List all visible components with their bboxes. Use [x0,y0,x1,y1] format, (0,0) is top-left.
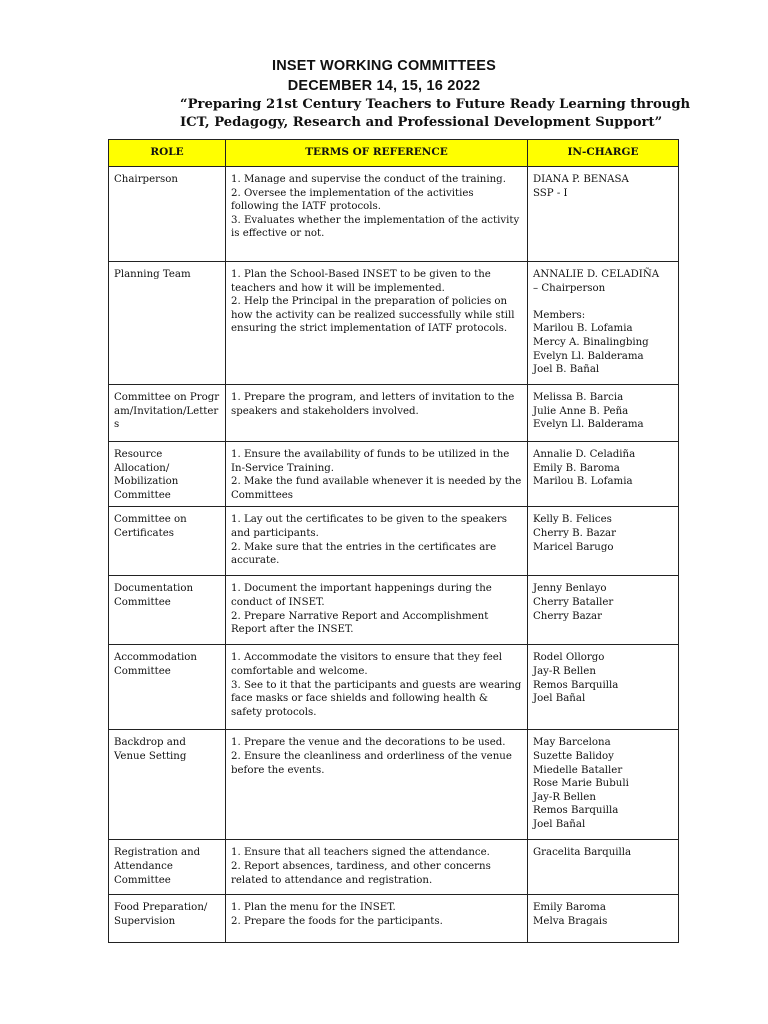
terms-cell [226,385,528,442]
term-item: 1. Ensure the availability of funds to be utilized in the In-Service Training. [231,449,510,474]
table-row [109,262,679,385]
terms-cell [226,262,528,385]
in-charge-cell [528,645,679,730]
in-charge-name: Melissa B. Barcia [533,392,624,403]
term-item: 2. Prepare the foods for the participants. [231,915,443,927]
term-item: 1. Prepare the venue and the decorations to be used. [231,737,506,749]
in-charge-name: Joel Bañal [533,693,586,705]
table-row [109,576,679,645]
in-charge-name: Evelyn Ll. Balderama [533,350,644,362]
in-charge-name: Joel B. Bañal [533,364,600,376]
in-charge-cell [528,167,679,262]
term-item: 2. Help the Principal in the preparation of policies on how the activity can be realized successfully while still ensuring the strict implementation of IATF protocols. [231,296,515,335]
in-charge-name: Melva Bragais [533,915,608,927]
term-item: 1. Plan the School-Based INSET to be given to the teachers and how it will be implemented. [231,269,491,294]
committees-table [108,139,679,943]
in-charge-name: Cherry Bazar [533,610,602,622]
role-cell: Registration and Attendance Committee [109,840,226,895]
term-item: 1. Ensure that all teachers signed the attendance. [231,847,490,859]
role-cell: Backdrop and Venue Setting [109,730,226,840]
term-item: 2. Prepare Narrative Report and Accomplishment Report after the INSET. [231,610,489,636]
in-charge-name: Kelly B. Felices [533,514,612,526]
term-item: 1. Lay out the certificates to be given to the speakers and participants. [231,514,508,539]
table-row [109,507,679,576]
in-charge-name: Jay-R Bellen [533,791,596,803]
in-charge-name: Emily B. Baroma [533,462,620,474]
role-cell: Accommodation Committee [109,645,226,730]
table-row [109,840,679,895]
terms-cell [226,895,528,943]
role-cell: Chairperson [109,167,226,262]
in-charge-cell [528,262,679,385]
role-cell: Food Preparation/ Supervision [109,895,226,943]
in-charge-name: Remos Barquilla [533,679,619,691]
role-cell: Committee on Certificates [109,507,226,576]
terms-cell [226,840,528,895]
in-charge-cell [528,442,679,507]
in-charge-name: Rodel Ollorgo [533,652,605,664]
in-charge-name: Members: [533,309,586,321]
in-charge-name: Marilou B. Lofamia [533,476,633,488]
table-body [109,167,679,943]
document-dates: DECEMBER 14, 15, 16 2022 [287,78,481,94]
term-item: 2. Make the fund available whenever it is needed by the Committees [231,476,522,501]
document-header [0,56,768,96]
table-row [109,385,679,442]
table-row [109,442,679,507]
in-charge-name: Joel Bañal [533,818,586,830]
theme-line-2: ICT, Pedagogy, Research and Professional Development Support” [180,115,663,130]
in-charge-name: Jenny Benlayo [533,583,607,595]
terms-cell [226,167,528,262]
in-charge-name: DIANA P. BENASA [533,174,629,185]
in-charge-name: Emily Baroma [533,902,606,914]
in-charge-name: Miedelle Bataller [533,764,623,776]
in-charge-name: May Barcelona [533,737,611,749]
table-row [109,645,679,730]
spacer [533,295,673,309]
in-charge-name: – Chairperson [533,282,606,294]
in-charge-name: Gracelita Barquilla [533,847,632,859]
table-row [109,730,679,840]
role-cell: Resource Allocation/ Mobilization Committee [109,442,226,507]
in-charge-name: Mercy A. Binalingbing [533,336,649,348]
in-charge-name: Remos Barquilla [533,805,619,817]
term-item: 3. Evaluates whether the implementation of the activity is effective or not. [231,214,520,240]
in-charge-name: Cherry Bataller [533,596,614,608]
in-charge-name: Annalie D. Celadiña [533,449,636,460]
in-charge-name: Jay-R Bellen [533,665,596,677]
term-item: 1. Manage and supervise the conduct of the training. [231,174,506,185]
table-row [109,895,679,943]
in-charge-cell [528,730,679,840]
term-item: 1. Plan the menu for the INSET. [231,902,396,914]
term-item: 2. Ensure the cleanliness and orderliness of the venue before the events. [231,750,512,776]
in-charge-name: Suzette Balidoy [533,750,614,762]
table-row [109,167,679,262]
document-title: INSET WORKING COMMITTEES [272,58,496,74]
in-charge-cell [528,840,679,895]
role-cell: Planning Team [109,262,226,385]
in-charge-cell [528,895,679,943]
in-charge-name: ANNALIE D. CELADIÑA [533,269,660,280]
term-item: 1. Accommodate the visitors to ensure that they feel comfortable and welcome. [231,652,503,677]
in-charge-name: Maricel Barugo [533,541,614,553]
header-terms: TERMS OF REFERENCE [226,140,528,167]
terms-cell [226,576,528,645]
term-item: 1. Document the important happenings during the conduct of INSET. [231,583,492,608]
term-item: 3. See to it that the participants and guests are wearing face masks or face shields and following health & safety protocols. [231,679,522,718]
in-charge-name: Julie Anne B. Peña [533,405,629,417]
header-role: ROLE [109,140,226,167]
header-in-charge: IN-CHARGE [528,140,679,167]
terms-cell [226,507,528,576]
in-charge-name: SSP - I [533,187,568,199]
term-item: 2. Oversee the implementation of the activities following the IATF protocols. [231,187,474,213]
in-charge-name: Evelyn Ll. Balderama [533,419,644,431]
terms-cell [226,645,528,730]
in-charge-name: Marilou B. Lofamia [533,323,633,335]
table-header-row [109,140,679,167]
term-item: 2. Make sure that the entries in the certificates are accurate. [231,541,497,567]
in-charge-cell [528,507,679,576]
in-charge-cell [528,576,679,645]
role-cell: Documentation Committee [109,576,226,645]
in-charge-name: Cherry B. Bazar [533,527,616,539]
in-charge-name: Rose Marie Bubuli [533,778,629,790]
in-charge-cell [528,385,679,442]
term-item: 2. Report absences, tardiness, and other concerns related to attendance and registration. [231,860,491,886]
role-cell: Committee on Program/Invitation/Letters [109,385,226,442]
terms-cell [226,730,528,840]
terms-cell [226,442,528,507]
theme-line-1: “Preparing 21st Century Teachers to Future Ready Learning through [180,97,691,112]
term-item: 1. Prepare the program, and letters of invitation to the speakers and stakeholders involved. [231,392,515,417]
